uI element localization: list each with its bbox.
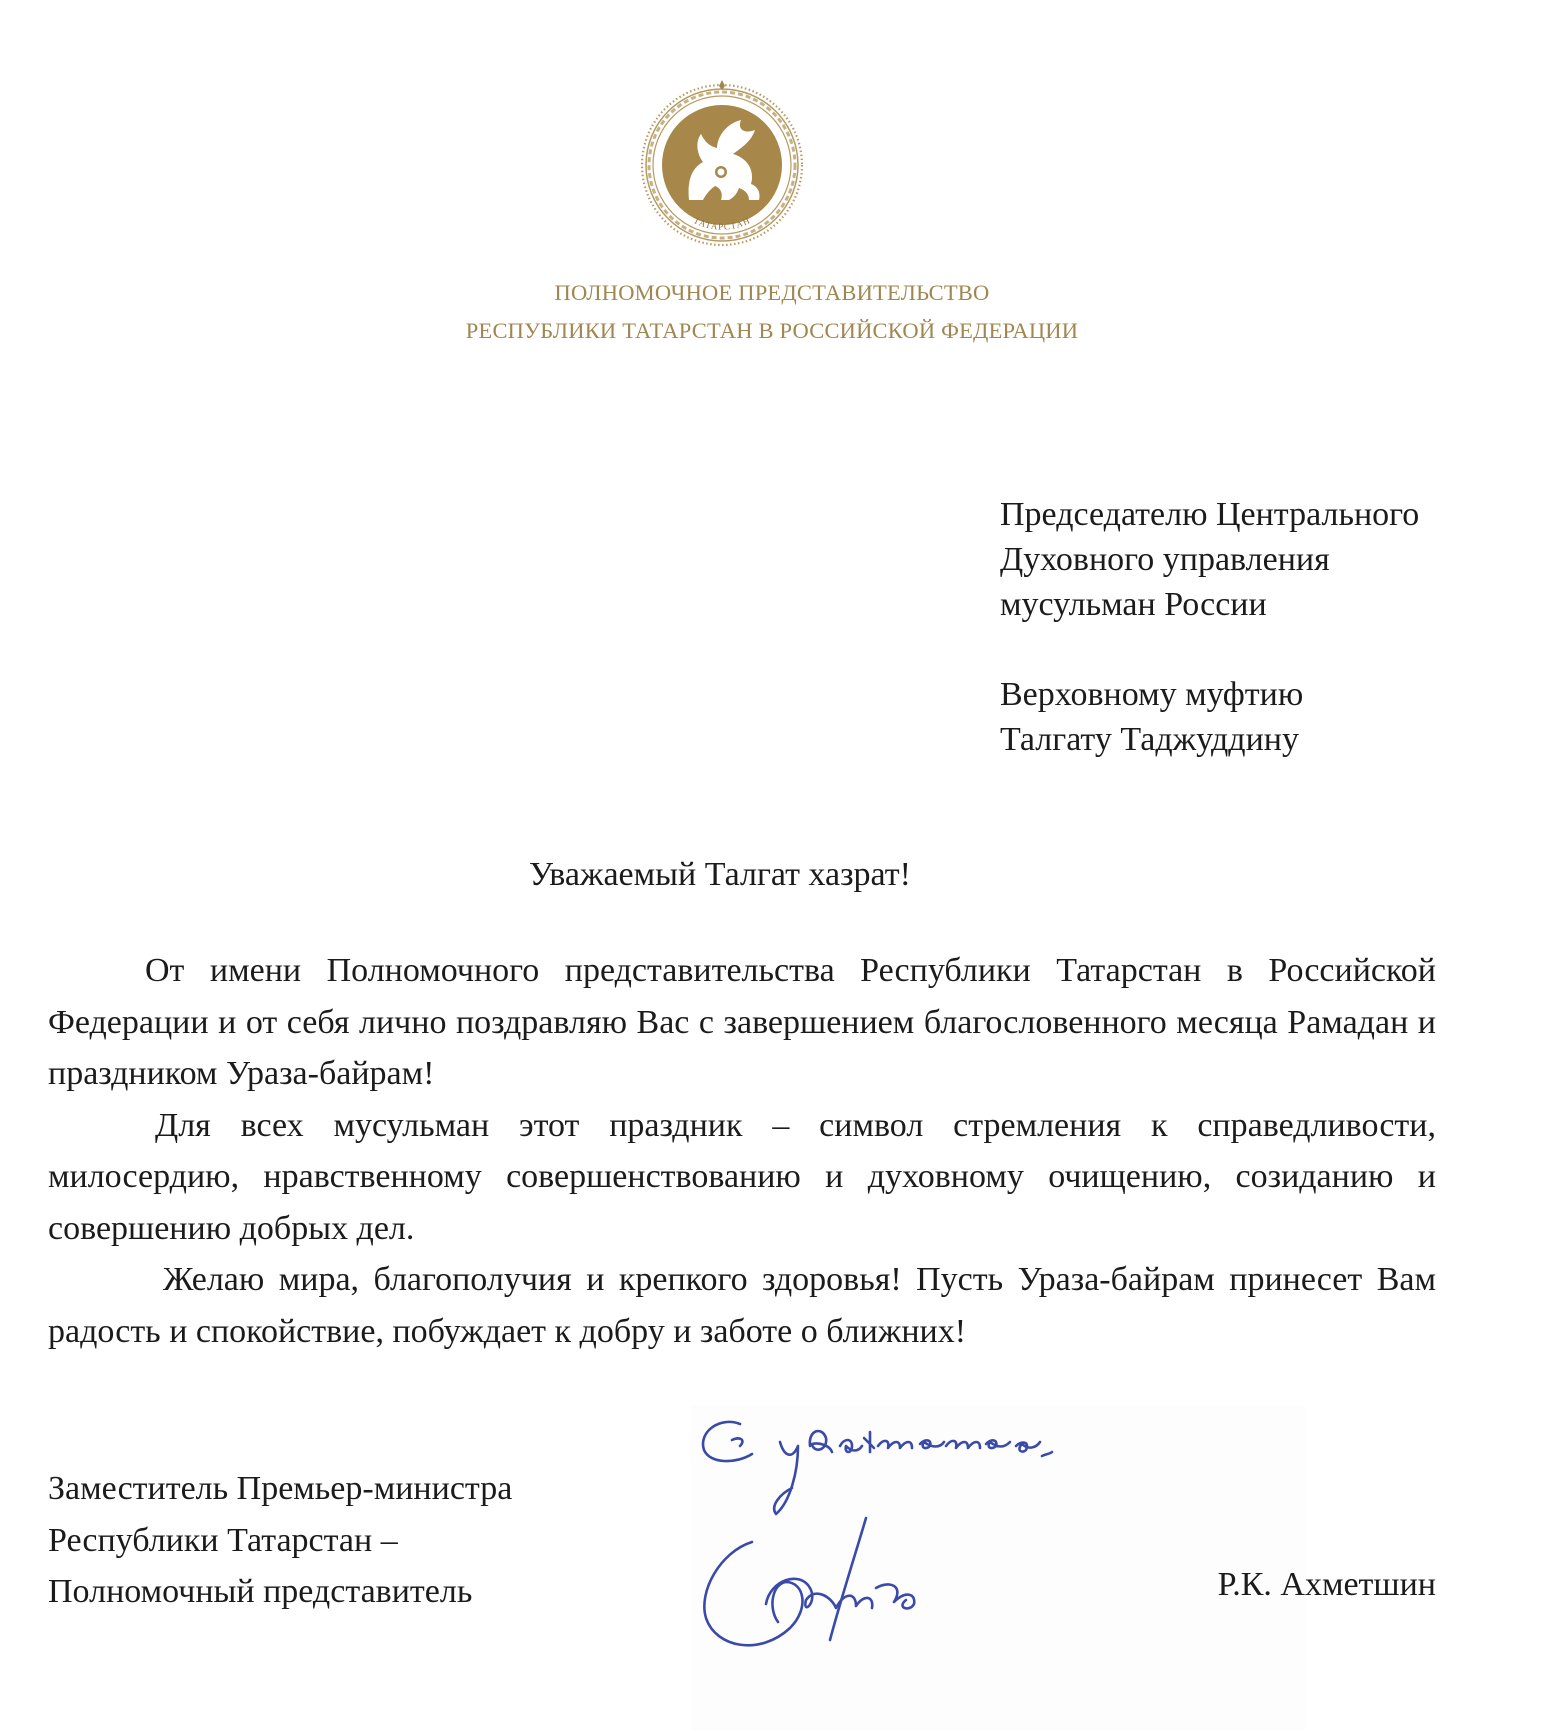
signer-position (48, 1463, 512, 1618)
body-paragraph: Желаю мира, благополучия и крепкого здоровья! Пусть Ураза-байрам принесет Вам радость и спокойствие, побуждает к добру и заботе о ближних! (48, 1261, 1436, 1350)
letter-body (48, 945, 1436, 1357)
addressee-line: мусульман России (1000, 586, 1267, 623)
position-line: Полномочный представитель (48, 1573, 473, 1610)
addressee-line: Председателю Центрального (1000, 496, 1420, 533)
addressee-line: Талгату Таджуддину (1000, 721, 1299, 758)
addressee-line: Верховному муфтию (1000, 676, 1304, 713)
handwritten-signature (680, 1402, 1300, 1732)
signer-name: Р.К. Ахметшин (1217, 1566, 1436, 1603)
position-line: Республики Татарстан – (48, 1521, 398, 1559)
addressee-block (1000, 492, 1419, 627)
addressee-title-block (1000, 672, 1303, 762)
organization-name-line-1: ПОЛНОМОЧНОЕ ПРЕДСТАВИТЕЛЬСТВО (554, 280, 990, 305)
salutation: Уважаемый Талгат хазрат! (529, 856, 911, 893)
svg-text:ТАТАРСТАН: ТАТАРСТАН (692, 215, 752, 232)
body-paragraph: От имени Полномочного представительства Республики Татарстан в Российской Федерации и от себя лично поздравляю Вас с завершением благословенного месяца Рамадан и праздником Ураза-байрам! (48, 952, 1436, 1092)
tatarstan-coat-of-arms-icon (637, 80, 807, 250)
body-paragraph: Для всех мусульман этот праздник – символ стремления к справедливости, милосердию, нравственному совершенствованию и духовному очищению, созиданию и совершению добрых дел. (48, 1106, 1436, 1247)
position-line: Заместитель Премьер-министра (48, 1470, 513, 1507)
organization-name-line-2: РЕСПУБЛИКИ ТАТАРСТАН В РОССИЙСКОЙ ФЕДЕРАЦИИ (465, 318, 1079, 343)
addressee-line: Духовного управления (1000, 541, 1330, 578)
